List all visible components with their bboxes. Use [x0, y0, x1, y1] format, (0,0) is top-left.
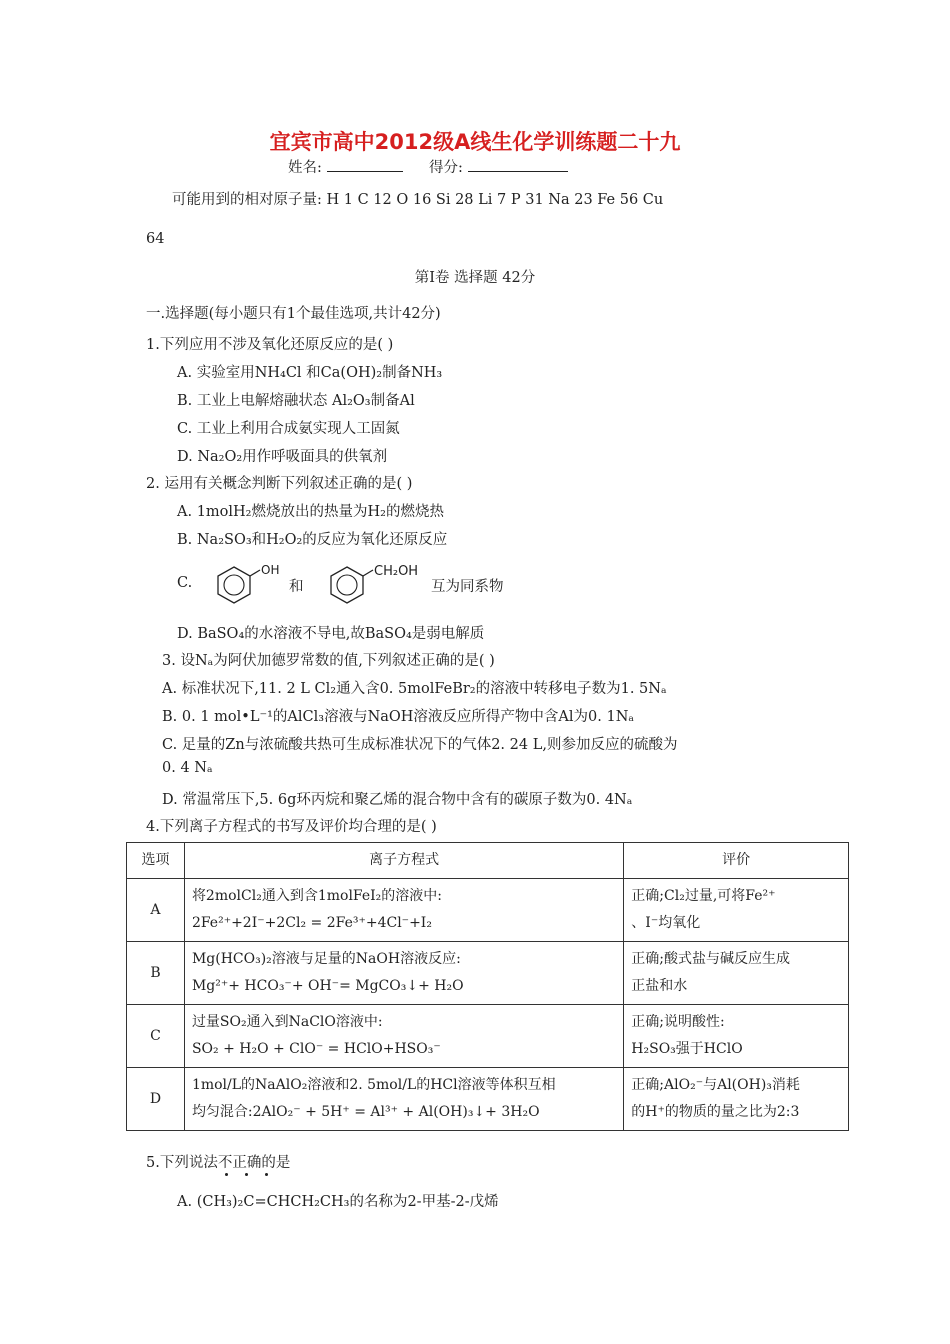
evaluation-line: 、I⁻均氧化	[631, 915, 701, 931]
emphasis-dot	[265, 1173, 268, 1176]
equation-line: 1mol/L的NaAlO₂溶液和2. 5mol/L的HCl溶液等体积互相	[191, 1077, 556, 1093]
evaluation-line: 正确;AlO₂⁻与Al(OH)₃消耗	[631, 1077, 800, 1093]
q2-option-c-prefix: C.	[177, 575, 193, 591]
equation-line: Mg²⁺+ HCO₃⁻+ OH⁻= MgCO₃↓+ H₂O	[191, 978, 464, 994]
benzyl-alcohol-label: CH₂OH	[374, 564, 419, 579]
benzyl-alcohol-structure	[325, 561, 425, 607]
evaluation-line: 正确;酸式盐与碱反应生成	[631, 951, 791, 967]
part-heading: 一.选择题(每小题只有1个最佳选项,共计42分)	[146, 306, 441, 322]
score-blank[interactable]	[468, 157, 568, 172]
table-row	[127, 1068, 849, 1131]
equation-line: 均匀混合:2AlO₂⁻ + 5H⁺ = Al³⁺ + Al(OH)₃↓+ 3H₂O	[191, 1104, 540, 1120]
q1-option-c: C. 工业上利用合成氨实现人工固氮	[177, 421, 400, 437]
equation-line: SO₂ + H₂O + ClO⁻ = HClO+HSO₃⁻	[191, 1041, 441, 1057]
q2-option-a: A. 1molH₂燃烧放出的热量为H₂的燃烧热	[177, 504, 444, 520]
q4-table	[126, 842, 849, 1131]
row-option: D	[127, 1068, 185, 1131]
q2-stem: 2. 运用有关概念判断下列叙述正确的是( )	[146, 476, 413, 492]
q1-option-b: B. 工业上电解熔融状态 Al₂O₃制备Al	[177, 393, 415, 409]
row-equation	[184, 1005, 623, 1068]
row-equation	[184, 1068, 623, 1131]
row-evaluation	[624, 879, 849, 942]
phenol-structure	[212, 561, 288, 607]
q4-stem: 4.下列离子方程式的书写及评价均合理的是( )	[146, 819, 437, 835]
table-header: 离子方程式	[184, 843, 623, 879]
q3-option-d: D. 常温常压下,5. 6g环丙烷和聚乙烯的混合物中含有的碳原子数为0. 4Nₐ	[162, 792, 633, 808]
q3-stem: 3. 设Nₐ为阿伏加德罗常数的值,下列叙述正确的是( )	[162, 653, 495, 669]
q3-option-c-line2: 0. 4 Nₐ	[162, 760, 213, 776]
equation-line: 将2molCl₂通入到含1molFeI₂的溶液中:	[191, 888, 443, 904]
name-blank[interactable]	[327, 157, 403, 172]
emphasis-dot	[225, 1173, 228, 1176]
q1-option-d: D. Na₂O₂用作呼吸面具的供氧剂	[177, 449, 388, 465]
section-title: 第Ⅰ卷 选择题 42分	[414, 270, 536, 286]
table-row	[127, 879, 849, 942]
row-evaluation	[624, 1005, 849, 1068]
q2-option-c-suffix: 互为同系物	[431, 579, 504, 595]
q2-option-b: B. Na₂SO₃和H₂O₂的反应为氧化还原反应	[177, 532, 448, 548]
page-title: 宜宾市高中2012级A线生化学训练题二十九	[269, 130, 681, 154]
evaluation-line: 的H⁺的物质的量之比为2:3	[631, 1104, 800, 1120]
q1-option-a: A. 实验室用NH₄Cl 和Ca(OH)₂制备NH₃	[177, 365, 443, 381]
q3-option-c-line1: C. 足量的Zn与浓硫酸共热可生成标准状况下的气体2. 24 L,则参加反应的硫酸为	[162, 737, 678, 753]
score-label: 得分:	[429, 160, 463, 176]
name-label: 姓名:	[288, 160, 322, 176]
row-option: A	[127, 879, 185, 942]
row-option: C	[127, 1005, 185, 1068]
equation-line: 过量SO₂通入到NaClO溶液中:	[191, 1014, 383, 1030]
atomic-masses-line1: 可能用到的相对原子量: H 1 C 12 O 16 Si 28 Li 7 P 31 Na 23 Fe 56 Cu	[172, 192, 664, 208]
evaluation-line: 正确;Cl₂过量,可将Fe²⁺	[631, 888, 776, 904]
q3-option-a: A. 标准状况下,11. 2 L Cl₂通入含0. 5molFeBr₂的溶液中转移电子数为1. 5Nₐ	[162, 681, 667, 697]
table-row	[127, 1005, 849, 1068]
q3-option-b: B. 0. 1 mol•L⁻¹的AlCl₃溶液与NaOH溶液反应所得产物中含Al为0. 1Nₐ	[162, 709, 634, 725]
evaluation-line: 正盐和水	[631, 978, 688, 994]
emphasis-dot	[245, 1173, 248, 1176]
q5-stem: 5.下列说法不正确的是	[146, 1155, 291, 1171]
equation-line: Mg(HCO₃)₂溶液与足量的NaOH溶液反应:	[191, 951, 461, 967]
row-evaluation	[624, 942, 849, 1005]
row-equation	[184, 942, 623, 1005]
evaluation-line: 正确;说明酸性:	[631, 1014, 725, 1030]
table-header-row	[127, 843, 849, 879]
row-equation	[184, 879, 623, 942]
score-field	[429, 156, 568, 177]
q5-option-a: A. (CH₃)₂C=CHCH₂CH₃的名称为2-甲基-2-戊烯	[177, 1194, 499, 1210]
q1-stem: 1.下列应用不涉及氧化还原反应的是( )	[146, 337, 394, 353]
table-header: 选项	[127, 843, 185, 879]
name-field	[288, 156, 403, 177]
evaluation-line: H₂SO₃强于HClO	[631, 1041, 743, 1057]
q2-option-c-and: 和	[289, 579, 304, 595]
equation-line: 2Fe²⁺+2I⁻+2Cl₂ = 2Fe³⁺+4Cl⁻+I₂	[191, 915, 432, 931]
table-header: 评价	[624, 843, 849, 879]
table-row	[127, 942, 849, 1005]
atomic-masses-line2: 64	[146, 231, 165, 247]
row-option: B	[127, 942, 185, 1005]
row-evaluation	[624, 1068, 849, 1131]
q2-option-d: D. BaSO₄的水溶液不导电,故BaSO₄是弱电解质	[177, 626, 485, 642]
phenol-label: OH	[261, 563, 280, 577]
